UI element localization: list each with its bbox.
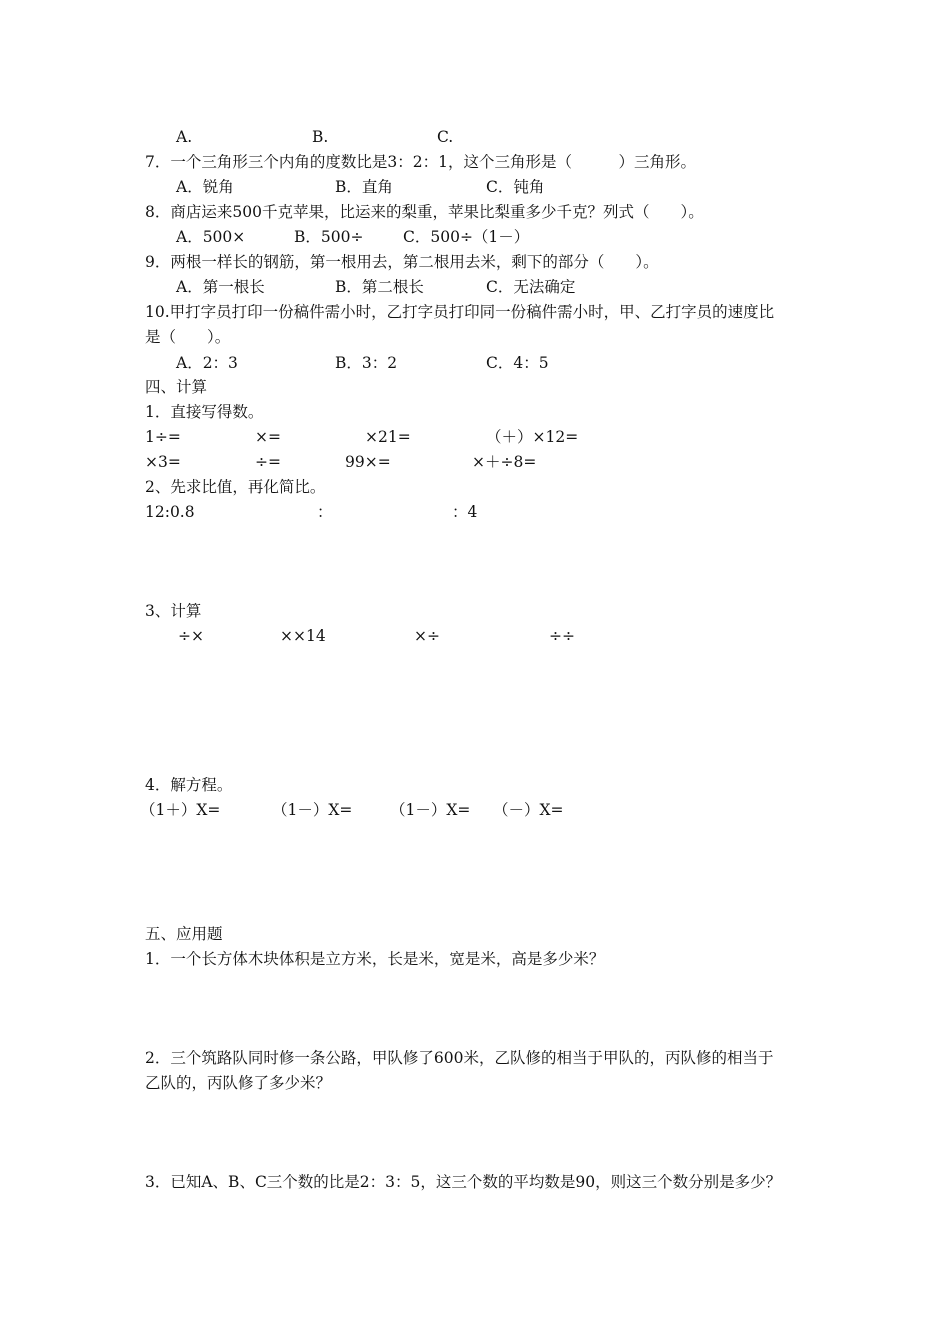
q9-option-c: C．无法确定 <box>486 278 576 296</box>
q9-option-b: B．第二根长 <box>335 278 424 296</box>
word-problem-1: 1．一个长方体木块体积是立方米，长是米，宽是米，高是多少米？ <box>145 950 605 968</box>
ratio-item: ：4 <box>452 503 478 521</box>
q10-option-c: C．4：5 <box>486 354 549 372</box>
oral-calc-item: 1÷= <box>145 428 181 446</box>
q8-option-c: C．500÷（1－） <box>403 228 530 246</box>
ratio-item: ： <box>317 503 333 521</box>
part-1-title: 1．直接写得数。 <box>145 403 264 421</box>
q9-stem: 9．两根一样长的钢筋，第一根用去，第二根用去米，剩下的部分（ ）。 <box>145 253 659 271</box>
word-problem-2-line2: 乙队的，丙队修了多少米？ <box>145 1074 332 1092</box>
q7-option-b: B．直角 <box>335 178 393 196</box>
part-4-title: 4．解方程。 <box>145 776 233 794</box>
ratio-item: 12:0.8 <box>145 503 195 521</box>
oral-calc-item: ÷= <box>255 453 281 471</box>
section-5-title: 五、应用题 <box>145 925 223 943</box>
q7-option-c: C．钝角 <box>486 178 545 196</box>
part-2-title: 2、先求比值，再化简比。 <box>145 478 326 496</box>
oral-calc-item: ×＋÷8= <box>472 453 537 471</box>
section-4-title: 四、计算 <box>145 378 208 396</box>
q10-stem-line1: 10.甲打字员打印一份稿件需小时，乙打字员打印同一份稿件需小时，甲、乙打字员的速度比 <box>145 303 775 321</box>
q7-option-a: A．锐角 <box>176 178 234 196</box>
q6-option-a: A. <box>176 128 193 146</box>
word-problem-3: 3．已知A、B、C三个数的比是2：3：5，这三个数的平均数是90，则这三个数分别是多少？ <box>145 1173 782 1191</box>
q8-option-a: A．500× <box>176 228 246 246</box>
oral-calc-item: 99×= <box>345 453 391 471</box>
q9-option-a: A．第一根长 <box>176 278 265 296</box>
q6-option-b: B. <box>312 128 329 146</box>
equation-item: （－）X= <box>493 801 564 819</box>
calc-item: ×÷ <box>414 627 440 645</box>
equation-item: （1－）X= <box>272 801 353 819</box>
q8-option-b: B．500÷ <box>294 228 364 246</box>
q8-stem: 8．商店运来500千克苹果，比运来的梨重，苹果比梨重多少千克？列式（ ）。 <box>145 203 704 221</box>
equation-item: （1－）X= <box>390 801 471 819</box>
q10-stem-line2: 是（ ）。 <box>145 328 231 346</box>
part-3-title: 3、计算 <box>145 602 202 620</box>
equation-item: （1＋）X= <box>140 801 221 819</box>
q10-option-b: B．3：2 <box>335 354 398 372</box>
oral-calc-item: （＋）×12= <box>486 428 579 446</box>
q7-stem: 7．一个三角形三个内角的度数比是3：2：1，这个三角形是（ ）三角形。 <box>145 153 696 171</box>
q10-option-a: A．2：3 <box>176 354 238 372</box>
q6-option-c: C. <box>437 128 454 146</box>
oral-calc-item: ×3= <box>145 453 181 471</box>
calc-item: ÷÷ <box>549 627 575 645</box>
calc-item: ××14 <box>280 627 326 645</box>
oral-calc-item: ×21= <box>365 428 411 446</box>
oral-calc-item: ×= <box>255 428 281 446</box>
calc-item: ÷× <box>178 627 204 645</box>
word-problem-2-line1: 2．三个筑路队同时修一条公路，甲队修了600米，乙队修的相当于甲队的，丙队修的相当于 <box>145 1049 774 1067</box>
